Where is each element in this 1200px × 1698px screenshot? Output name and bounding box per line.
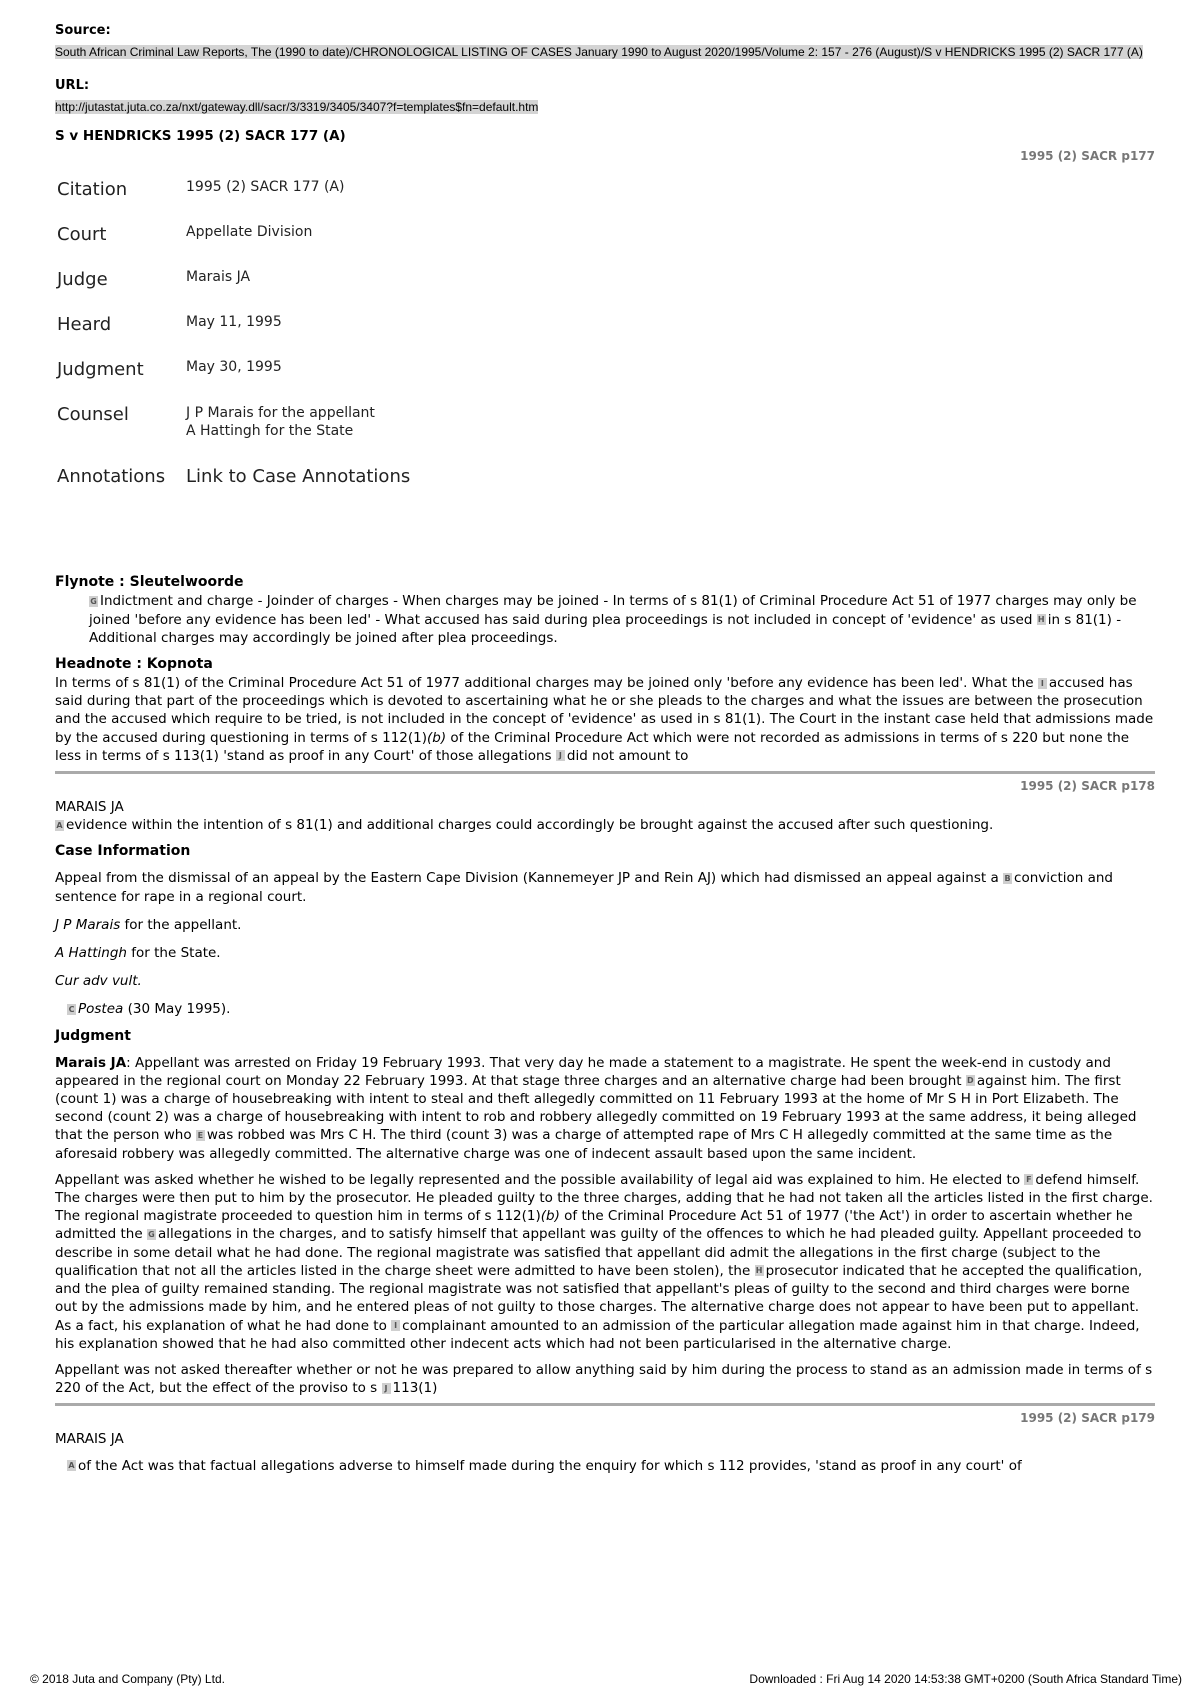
- margin-marker-d: D: [967, 1076, 974, 1086]
- postea-date: (30 May 1995).: [123, 1001, 231, 1018]
- case-information-text: [55, 869, 1155, 905]
- margin-marker-h: H: [1037, 615, 1045, 625]
- judgment-judge-name: Marais JA: [55, 1054, 127, 1071]
- running-header-judge-2: MARAIS JA: [55, 1431, 124, 1448]
- counsel-state-rest: for the State.: [126, 945, 221, 962]
- cur-adv-vult: [55, 972, 1155, 990]
- heard-label: Heard: [57, 314, 112, 336]
- margin-marker-f: F: [1026, 1175, 1032, 1185]
- counsel-label: Counsel: [57, 404, 129, 426]
- judge-label: Judge: [57, 269, 108, 291]
- margin-marker-e: E: [197, 1130, 204, 1140]
- margin-marker-a2: A: [68, 1461, 75, 1471]
- j2-part-e: prosecutor indicated that he accepted the qualification, and the plea of guilty remained standing. The regional magistrate was not satisfied that appellant's pleas of guilty to the second and third charges were borne out by the admissions made by him, and he entered pleas of not guilty to those charges. The alternative charge does not appear to have been put to appellant. As a fact, his explanation of what he had done to: [55, 1262, 1143, 1334]
- judgment-title: Judgment: [55, 1027, 131, 1044]
- j2-part-c: of the Criminal Procedure Act 51 of 1977 ('the Act') in order to ascertain whether he admitted the: [55, 1208, 1133, 1243]
- case-annotations-link[interactable]: Link to Case Annotations: [186, 466, 411, 488]
- citation-row: [57, 179, 410, 224]
- annotations-row: [57, 466, 410, 511]
- counsel-value: [186, 404, 410, 466]
- case-title: S v HENDRICKS 1995 (2) SACR 177 (A): [55, 128, 346, 145]
- j3-part-b: 113(1): [392, 1380, 438, 1397]
- annotations-label: Annotations: [57, 466, 166, 488]
- counsel-state-name: A Hattingh: [55, 945, 127, 962]
- counsel-appellant-name: J P Marais: [55, 916, 121, 933]
- judgment-paragraph-3: [55, 1361, 1155, 1397]
- headnote-part1: In terms of s 81(1) of the Criminal Procedure Act 51 of 1977 additional charges may be joined only 'before any evidence has been led'. What the: [55, 675, 1038, 692]
- case-information-title: Case Information: [55, 843, 191, 860]
- paragraph-a: [55, 816, 1155, 834]
- judgment-label: Judgment: [57, 359, 144, 381]
- counsel-state-line: [55, 944, 1155, 962]
- page-ref-177: 1995 (2) SACR p177: [1020, 149, 1155, 164]
- headnote-title: Headnote : Kopnota: [55, 656, 213, 673]
- counsel-appellant: J P Marais for the appellant: [186, 405, 375, 422]
- j2-italic-b: (b): [540, 1208, 560, 1225]
- j2-part-b: defend himself. The charges were then put to him by the prosecutor. He pleaded guilty to the three charges, adding that he had not taken all the articles listed in the first charge. The regional magistrate proceeded to question him in terms of s 112(1): [55, 1171, 1153, 1225]
- document-page: [55, 22, 1155, 1475]
- margin-marker-j2: J: [382, 1383, 391, 1394]
- counsel-row: [57, 404, 410, 466]
- headnote-part4: did not amount to: [566, 747, 689, 764]
- judgment-row: [57, 359, 410, 404]
- postea-line: [67, 1000, 1155, 1018]
- heard-row: [57, 314, 410, 359]
- url-label: URL:: [55, 78, 90, 94]
- margin-marker-g: G: [90, 596, 97, 606]
- headnote-part3: of the Criminal Procedure Act which were not recorded as admissions in terms of s 220 but none the less in terms of s 113(1) 'stand as proof in any Court' of those allegations: [55, 729, 1130, 764]
- heard-value: May 11, 1995: [186, 314, 282, 331]
- postea-text: Postea: [78, 1001, 124, 1018]
- judgment-paragraph-2: [55, 1171, 1155, 1353]
- source-label: Source:: [55, 23, 111, 38]
- footer-copyright: © 2018 Juta and Company (Pty) Ltd.: [30, 1672, 225, 1686]
- court-label: Court: [57, 224, 107, 246]
- flynote-title: Flynote : Sleutelwoorde: [55, 574, 244, 591]
- court-row: [57, 224, 410, 269]
- j1-part-a: : Appellant was arrested on Friday 19 February 1993. That very day he made a statement to a magistrate. He spent the week-end in custody and appeared in the regional court on Monday 22 February 1993. At that stage three charges and an alternative charge had been brought: [55, 1054, 1111, 1089]
- cur-adv-vult-text: Cur adv vult.: [55, 973, 142, 990]
- page-break-rule: [55, 771, 1155, 774]
- margin-marker-b: B: [1004, 873, 1011, 883]
- margin-marker-i: I: [1038, 678, 1047, 689]
- j2-part-a: Appellant was asked whether he wished to be legally represented and the possible availability of legal aid was explained to him. He elected to: [55, 1171, 1025, 1188]
- judgment-paragraph-1: [55, 1054, 1155, 1163]
- footer-downloaded: Downloaded : Fri Aug 14 2020 14:53:38 GMT+0200 (South Africa Standard Time): [749, 1672, 1182, 1686]
- source-path: South African Criminal Law Reports, The (1990 to date)/CHRONOLOGICAL LISTING OF CASES January 1990 to August 2020/1995/Volume 2: 157 - 276 (August)/S v HENDRICKS 1995 (2) SACR 177 (A): [55, 45, 1143, 60]
- j1-part-b: against him. The first (count 1) was a charge of housebreaking with intent to steal and theft allegedly committed on 11 February 1993 at the home of Mr S H in Port Elizabeth. The second (count 2) was a charge of housebreaking with intent to rob and robbery allegedly committed on 19 February 1993 at the same address, it being alleged that the person who: [55, 1072, 1137, 1144]
- page-ref-178: 1995 (2) SACR p178: [1020, 779, 1155, 794]
- flynote-text: [89, 592, 1155, 647]
- j2-part-f: complainant amounted to an admission of the particular allegation made against him in that charge. Indeed, his explanation showed that he had also committed other indecent acts which had not been particularised in the alternative charge.: [55, 1317, 1140, 1352]
- margin-marker-g2: G: [148, 1229, 155, 1239]
- case-metadata-table: [57, 179, 410, 511]
- judge-row: [57, 269, 410, 314]
- citation-value: 1995 (2) SACR 177 (A): [186, 179, 345, 196]
- judge-value: Marais JA: [186, 269, 251, 286]
- j3-part-a: Appellant was not asked thereafter whether or not he was prepared to allow anything said by him during the process to stand as an admission made in terms of s 220 of the Act, but the effect of the proviso to s: [55, 1361, 1153, 1397]
- headnote-italic-b: (b): [427, 729, 447, 746]
- source-url[interactable]: http://jutastat.juta.co.za/nxt/gateway.dll/sacr/3/3319/3405/3407?f=templates$fn=default.htm: [55, 100, 539, 115]
- margin-marker-h2: H: [755, 1266, 763, 1276]
- j2-part-d: allegations in the charges, and to satisfy himself that appellant was guilty of the offences to which he had pleaded guilty. Appellant proceeded to describe in some detail what he had done. The regional magistrate was satisfied that appellant did admit the allegations in the first charge (subject to the qualification that not all the articles listed in the charge sheet were admitted to have been stolen), the: [55, 1226, 1142, 1279]
- paragraph-179-a: [67, 1457, 1155, 1475]
- paragraph-179-a-text: of the Act was that factual allegations adverse to himself made during the enquiry for which s 112 provides, 'stand as proof in any court' of: [78, 1457, 1022, 1474]
- headnote-text: [55, 674, 1155, 765]
- citation-label: Citation: [57, 179, 128, 201]
- j1-part-c: was robbed was Mrs C H. The third (count 3) was a charge of attempted rape of Mrs C H allegedly committed at the same time as the aforesaid robbery was allegedly committed. The alternative charge was one of indecent assault based upon the same incident.: [55, 1127, 1113, 1162]
- page-break-rule-2: [55, 1403, 1155, 1406]
- counsel-state: A Hattingh for the State: [186, 423, 354, 440]
- page-ref-179: 1995 (2) SACR p179: [1020, 1411, 1155, 1426]
- case-info-part1: Appeal from the dismissal of an appeal by the Eastern Cape Division (Kannemeyer JP and Rein AJ) which had dismissed an appeal against a: [55, 870, 1004, 887]
- margin-marker-c: C: [68, 1004, 75, 1014]
- running-header-judge: MARAIS JA: [55, 799, 124, 816]
- counsel-appellant-line: [55, 916, 1155, 934]
- paragraph-a-text: evidence within the intention of s 81(1) and additional charges could accordingly be brought against the accused after such questioning.: [66, 817, 994, 834]
- court-value: Appellate Division: [186, 224, 313, 241]
- margin-marker-i2: I: [391, 1320, 400, 1331]
- headnote-part2: accused has said during that part of the proceedings which is devoted to ascertaining what he or she pleads to the charges and what the issues are between the prosecution and the accused which require to be tried, is not included in the concept of 'evidence' as used in s 81(1). The Court in the instant case held that admissions made by the accused during questioning in terms of s 112(1): [55, 675, 1154, 746]
- margin-marker-a: A: [56, 820, 63, 830]
- flynote-part2: in s 81(1) - Additional charges may accordingly be joined after plea proceedings.: [89, 611, 1122, 646]
- flynote-part1: Indictment and charge - Joinder of charges - When charges may be joined - In terms of s 81(1) of Criminal Procedure Act 51 of 1977 charges may only be joined 'before any evidence has been led' - What accused has said during plea proceedings is not included in concept of 'evidence' as used: [89, 593, 1137, 628]
- case-info-part2: conviction and sentence for rape in a regional court.: [55, 870, 1113, 905]
- counsel-appellant-rest: for the appellant.: [120, 916, 242, 933]
- judgment-value: May 30, 1995: [186, 359, 282, 376]
- margin-marker-j: J: [556, 750, 565, 761]
